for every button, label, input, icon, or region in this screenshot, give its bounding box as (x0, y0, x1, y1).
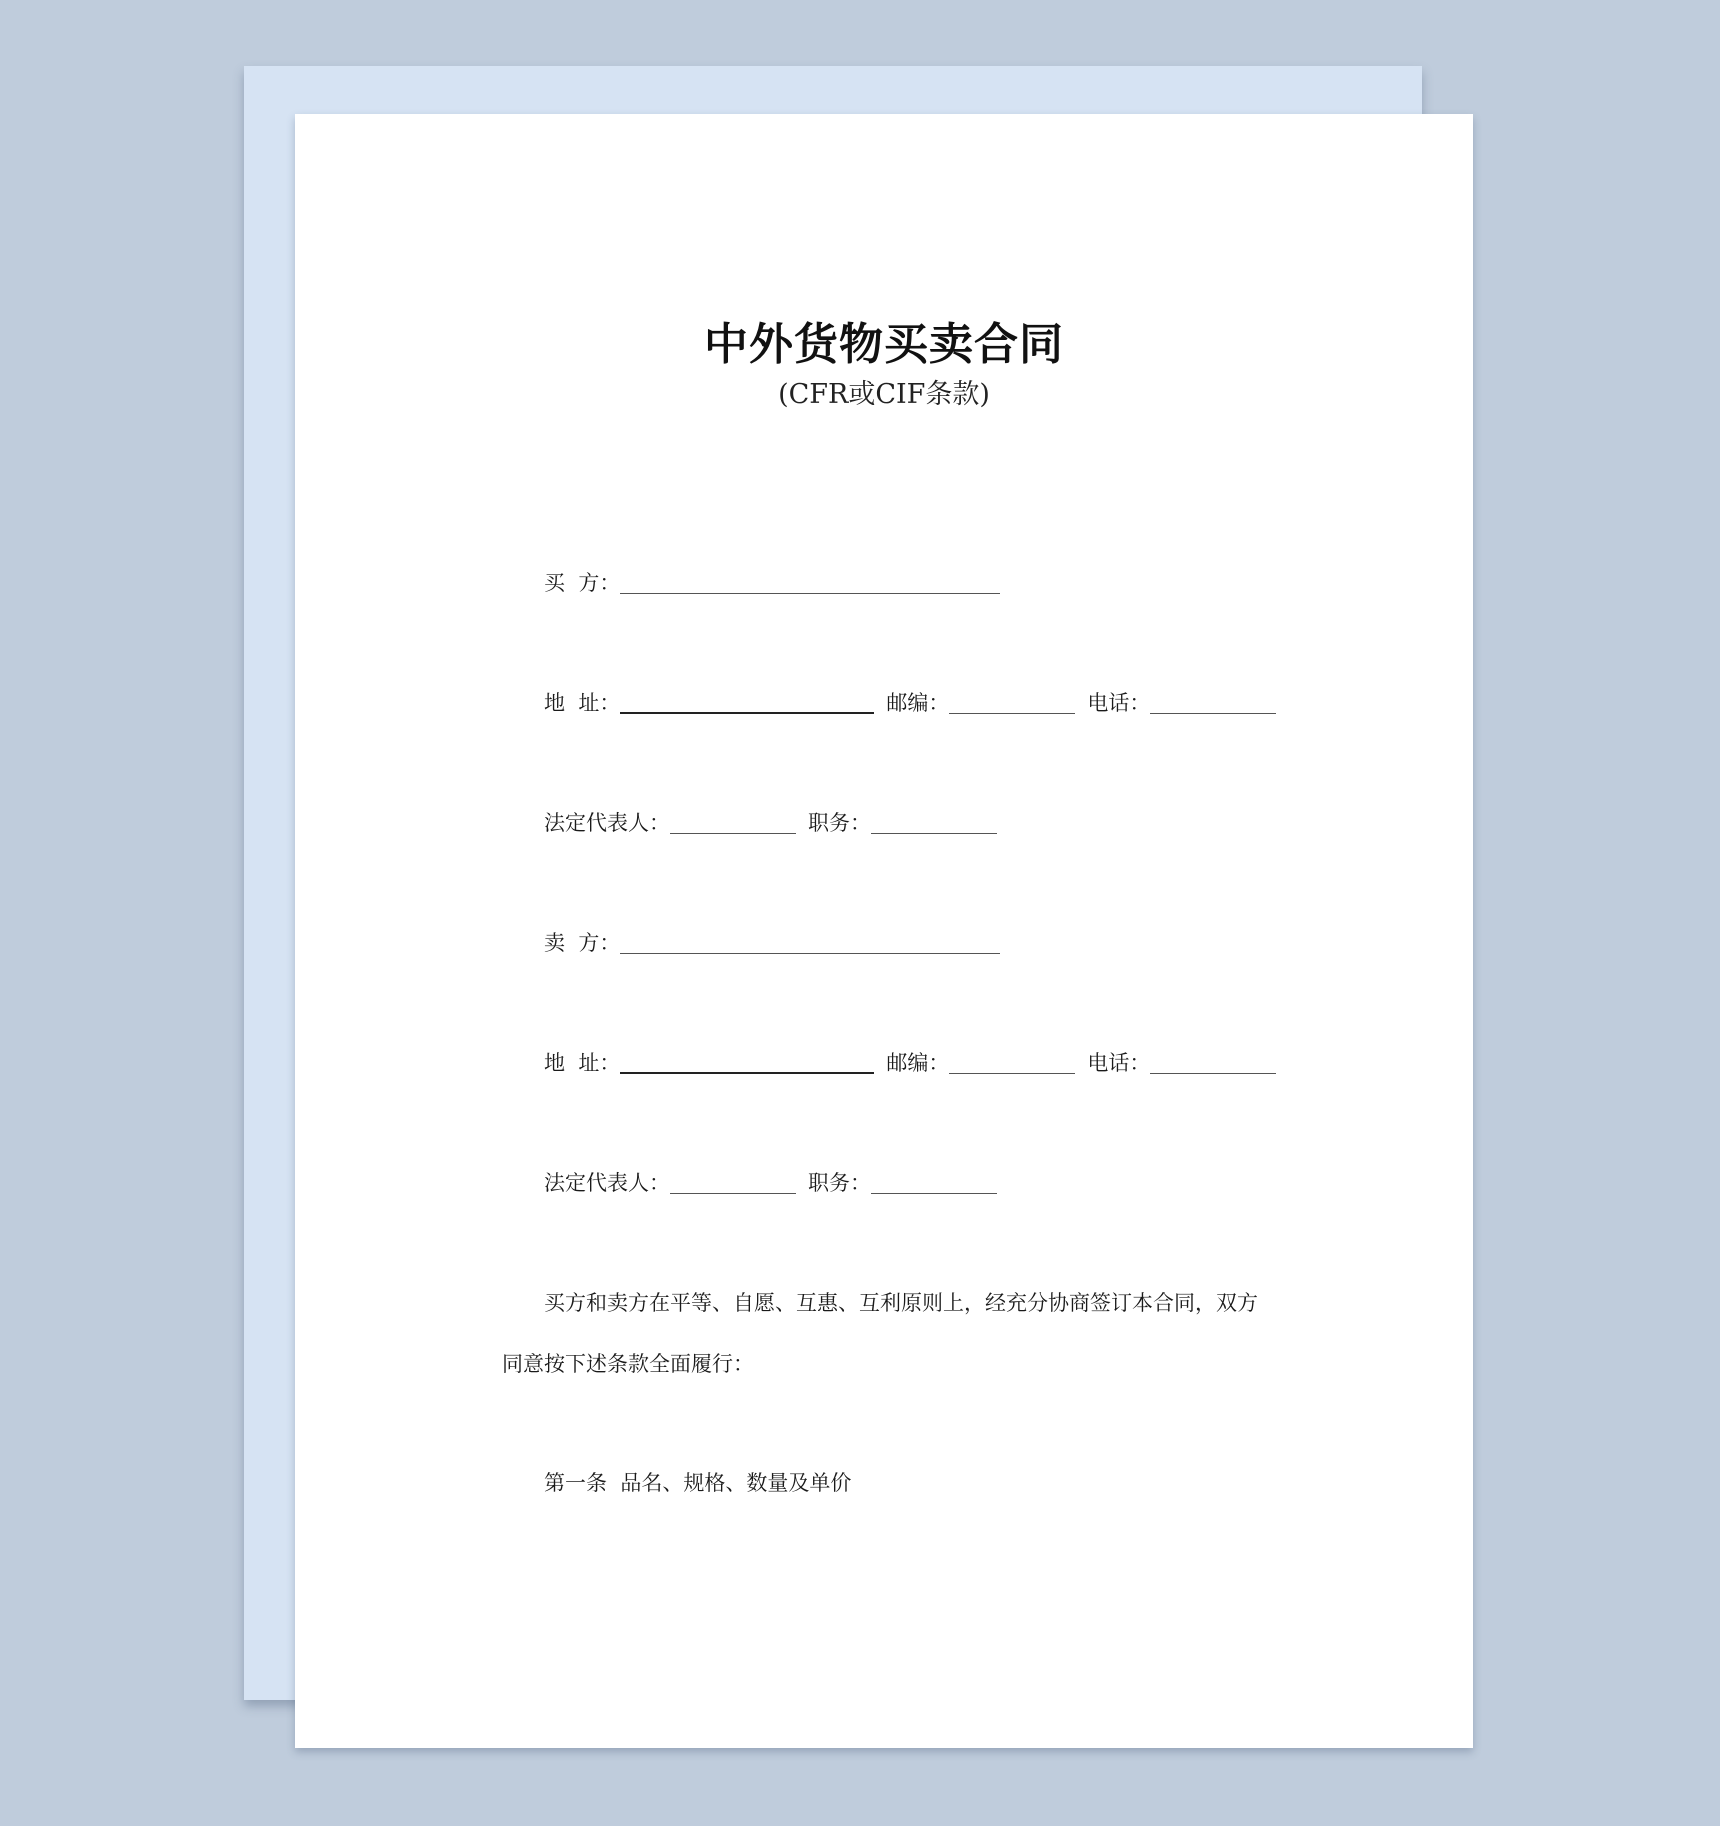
seller-address-row (544, 1048, 1276, 1078)
seller-label: 卖 方： (544, 931, 621, 955)
seller-row (544, 928, 1000, 958)
buyer-position-blank-line (871, 833, 997, 834)
buyer-address-row (544, 688, 1276, 718)
document-subtitle: (CFR或CIF条款) (778, 379, 990, 410)
intro-paragraph-line-2: 同意按下述条款全面履行： (502, 1352, 754, 1376)
seller-postcode-label: 邮编： (886, 1051, 950, 1075)
buyer-phone-blank-line (1150, 713, 1276, 714)
seller-rep-blank-line (670, 1193, 796, 1194)
buyer-representative-row (544, 808, 997, 838)
buyer-postcode-blank-line (949, 713, 1075, 714)
buyer-address-label: 地 址： (544, 691, 621, 715)
seller-address-label: 地 址： (544, 1051, 621, 1075)
document-title: 中外货物买卖合同 (704, 319, 1064, 370)
buyer-phone-label: 电话： (1087, 691, 1151, 715)
intro-paragraph-line-1: 买方和卖方在平等、自愿、互惠、互利原则上，经充分协商签订本合同，双方 (544, 1291, 1258, 1315)
buyer-row (544, 568, 1000, 598)
seller-position-label: 职务： (808, 1171, 871, 1195)
seller-position-blank-line (871, 1193, 997, 1194)
buyer-postcode-label: 邮编： (886, 691, 950, 715)
buyer-position-label: 职务： (808, 811, 871, 835)
buyer-label: 买 方： (544, 571, 621, 595)
document-page (295, 114, 1473, 1748)
seller-phone-blank-line (1150, 1073, 1276, 1074)
buyer-rep-label: 法定代表人： (544, 811, 670, 835)
seller-address-blank-line (620, 1072, 874, 1074)
seller-rep-label: 法定代表人： (544, 1171, 670, 1195)
seller-representative-row (544, 1168, 997, 1198)
seller-blank-line (620, 953, 1000, 954)
buyer-rep-blank-line (670, 833, 796, 834)
article-1-heading: 第一条 品名、规格、数量及单价 (544, 1471, 852, 1495)
buyer-blank-line (620, 593, 1000, 594)
seller-postcode-blank-line (949, 1073, 1075, 1074)
seller-phone-label: 电话： (1087, 1051, 1151, 1075)
buyer-address-blank-line (620, 712, 874, 714)
